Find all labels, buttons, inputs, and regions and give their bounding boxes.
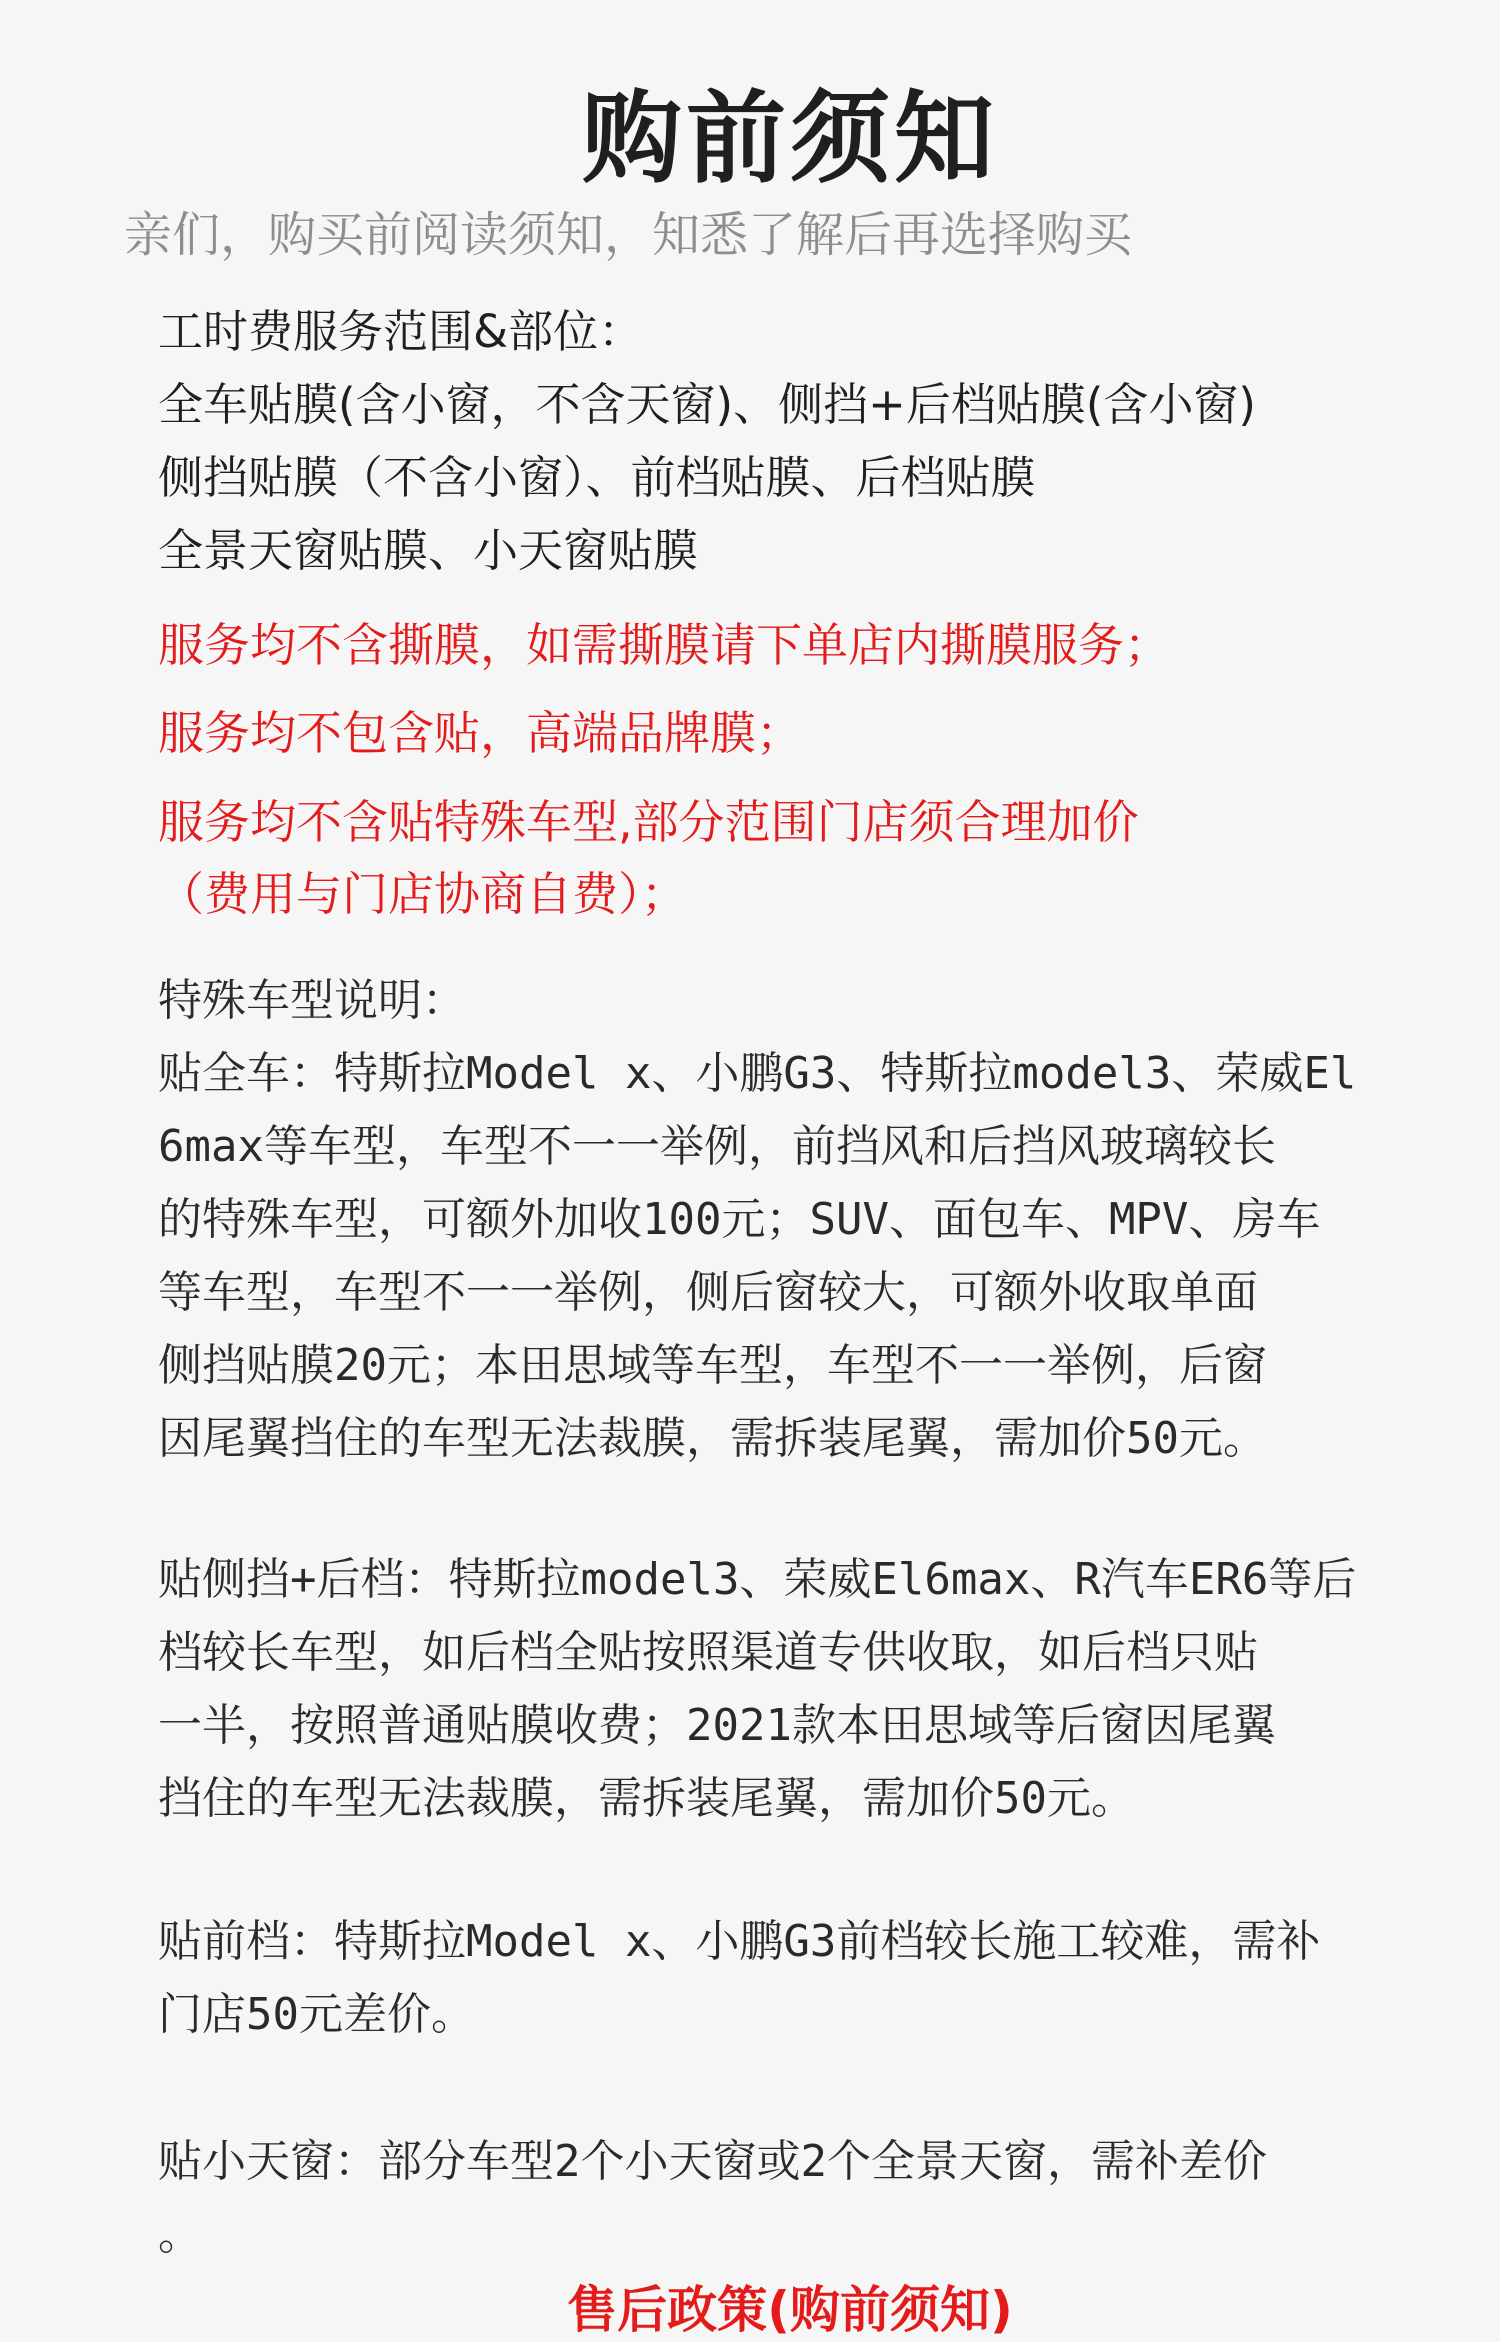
side-rear-note bbox=[158, 1543, 1398, 1835]
sunroof-note-line: 贴小天窗：部分车型2个小天窗或2个全景天窗，需补差价 bbox=[158, 2136, 1267, 2187]
warning-line-special-vehicles: 服务均不含贴特殊车型,部分范围门店须合理加价 bbox=[158, 795, 1139, 849]
service-scope-line: 全景天窗贴膜、小天窗贴膜 bbox=[158, 524, 699, 577]
full-car-note-line: 6max等车型，车型不一一举例，前挡风和后挡风玻璃较长 bbox=[158, 1121, 1276, 1172]
sunroof-note bbox=[158, 2125, 1398, 2271]
sunroof-note-line: 。 bbox=[158, 2209, 202, 2260]
side-rear-note-line: 贴侧挡+后档：特斯拉model3、荣威El6max、R汽车ER6等后 bbox=[158, 1554, 1357, 1605]
service-scope-block bbox=[158, 295, 1256, 587]
full-car-note-line: 等车型，车型不一一举例，侧后窗较大，可额外收取单面 bbox=[158, 1267, 1258, 1318]
side-rear-note-line: 一半，按照普通贴膜收费；2021款本田思域等后窗因尾翼 bbox=[158, 1700, 1276, 1751]
after-sales-policy-heading: 售后政策(购前须知) bbox=[567, 2281, 1013, 2339]
service-scope-heading: 工时费服务范围&部位： bbox=[158, 305, 644, 358]
service-scope-line: 全车贴膜(含小窗，不含天窗)、侧挡+后档贴膜(含小窗) bbox=[158, 378, 1256, 431]
warning-line-fee-negotiation: （费用与门店协商自费）； bbox=[158, 867, 687, 921]
front-window-note-line: 贴前档：特斯拉Model x、小鹏G3前档较长施工较难，需补 bbox=[158, 1916, 1321, 1967]
page-title: 购前须知 bbox=[582, 80, 998, 197]
warning-line-no-removal: 服务均不含撕膜，如需撕膜请下单店内撕膜服务； bbox=[158, 618, 1170, 672]
full-car-note-line: 侧挡贴膜20元；本田思域等车型，车型不一一举例，后窗 bbox=[158, 1340, 1267, 1391]
side-rear-note-line: 档较长车型，如后档全贴按照渠道专供收取，如后档只贴 bbox=[158, 1627, 1258, 1678]
full-car-note-line: 贴全车：特斯拉Model x、小鹏G3、特斯拉model3、荣威El bbox=[158, 1048, 1357, 1099]
page-subtitle: 亲们，购买前阅读须知，知悉了解后再选择购买 bbox=[124, 207, 1133, 263]
warning-line-no-premium-film: 服务均不包含贴，高端品牌膜； bbox=[158, 706, 802, 760]
side-rear-note-line: 挡住的车型无法裁膜，需拆装尾翼，需加价50元。 bbox=[158, 1773, 1135, 1824]
front-window-note-line: 门店50元差价。 bbox=[158, 1989, 475, 2040]
service-scope-line: 侧挡贴膜（不含小窗）、前档贴膜、后档贴膜 bbox=[158, 451, 1036, 504]
front-window-note bbox=[158, 1905, 1398, 2051]
special-vehicle-heading: 特殊车型说明： bbox=[158, 975, 466, 1026]
full-car-note-line: 因尾翼挡住的车型无法裁膜，需拆装尾翼，需加价50元。 bbox=[158, 1413, 1267, 1464]
full-car-note-line: 的特殊车型，可额外加收100元；SUV、面包车、MPV、房车 bbox=[158, 1194, 1321, 1245]
special-vehicle-notes bbox=[158, 964, 1398, 1475]
